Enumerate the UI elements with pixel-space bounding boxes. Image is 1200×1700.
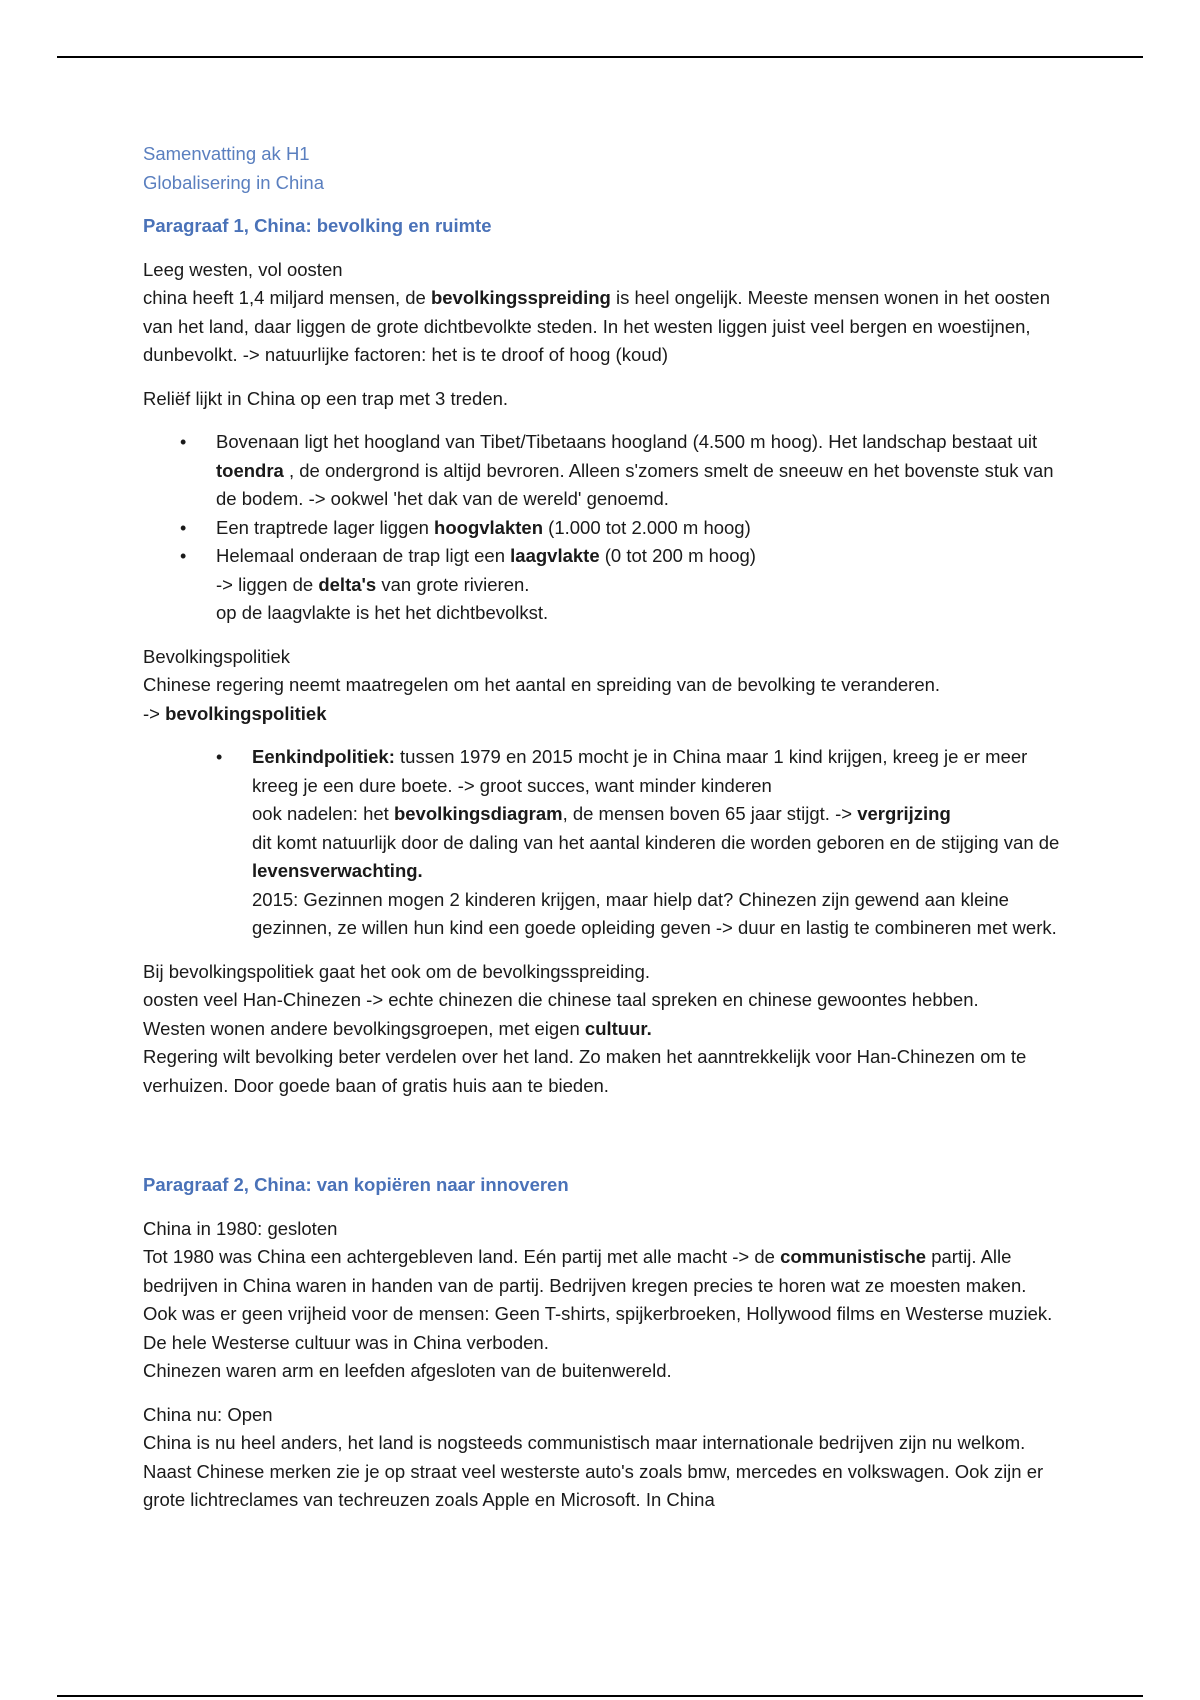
header-rule: [57, 56, 1143, 58]
subheading-bevolkingspolitiek: Bevolkingspolitiek: [143, 645, 291, 667]
paragraph-spreiding-3: Westen wonen andere bevolkingsgroepen, met eigen cultuur.: [143, 1017, 652, 1039]
document-subtitle: Globalisering in China: [143, 171, 324, 193]
paragraph-spreiding-1: Bij bevolkingspolitiek gaat het ook om de bevolkingsspreiding.: [143, 960, 650, 982]
paragraph-spreiding-4: Regering wilt bevolking beter verdelen over het land. Zo maken het aanntrekkelijk voor Han-Chinezen om te verhuizen. Door goede baan of gratis huis aan te bieden.: [143, 1046, 1027, 1096]
document-title: Samenvatting ak H1: [143, 143, 310, 164]
list-item: • Helemaal onderaan de trap ligt een laagvlakte (0 tot 200 m hoog) -> liggen de delta's van grote rivieren. op de laagvlakte is het het dichtbevolkst.: [143, 542, 1063, 628]
subheading-gesloten: China in 1980: gesloten: [143, 1217, 338, 1239]
section-spacer: [143, 1100, 1063, 1156]
list-item: • Bovenaan ligt het hoogland van Tibet/Tibetaans hoogland (4.500 m hoog). Het landschap bestaat uit toendra , de ondergrond is altijd bevroren. Alleen s'zomers smelt de sneeuw en het bovenste stuk van de bodem. -> ookwel 'het dak van de wereld' genoemd.: [143, 428, 1063, 514]
section-2-gesloten: [143, 1215, 1063, 1386]
paragraph-spreiding-2: oosten veel Han-Chinezen -> echte chinezen die chinese taal spreken en chinese gewoontes hebben.: [143, 989, 979, 1010]
paragraph-open: China is nu heel anders, het land is nogsteeds communistisch maar internationale bedrijven zijn nu welkom. Naast Chinese merken zie je op straat veel westerste auto's zoals bmw, mercedes en volkswagen. Ook zijn er grote lichtreclames van techreuzen zoals Apple en Microsoft. In China: [143, 1432, 1044, 1510]
subheading-leeg-westen: Leeg westen, vol oosten: [143, 258, 343, 280]
section-2-open: [143, 1401, 1063, 1515]
eenkind-list: [143, 743, 1063, 943]
section-heading-2: Paragraaf 2, China: van kopiëren naar innoveren: [143, 1174, 569, 1195]
paragraph-gesloten: Tot 1980 was China een achtergebleven land. Eén partij met alle macht -> de communistische partij. Alle bedrijven in China waren in handen van de partij. Bedrijven kregen precies te horen wat ze moesten maken. Ook was er geen vrijheid voor de mensen: Geen T-shirts, spijkerbroeken, Hollywood films en Westerse muziek. De hele Westerse cultuur was in China verboden.: [143, 1246, 1053, 1353]
paragraph-regering: Chinese regering neemt maatregelen om het aantal en spreiding van de bevolking te veranderen.: [143, 674, 941, 695]
list-item: • Een traptrede lager liggen hoogvlakten (1.000 tot 2.000 m hoog): [143, 514, 1063, 543]
section-heading-1: Paragraaf 1, China: bevolking en ruimte: [143, 215, 492, 236]
footer-rule: [57, 1695, 1143, 1697]
document-page: [143, 140, 1063, 1515]
paragraph-relief: Reliëf lijkt in China op een trap met 3 treden.: [143, 387, 509, 409]
section-1-intro: [143, 256, 1063, 370]
paragraph-politiek-arrow: -> bevolkingspolitiek: [143, 702, 327, 724]
subheading-open: China nu: Open: [143, 1403, 273, 1425]
section-bevolkingspolitiek: [143, 643, 1063, 729]
list-item: • Eenkindpolitiek: tussen 1979 en 2015 mocht je in China maar 1 kind krijgen, kreeg je er meer kreeg je een dure boete. -> groot succes, want minder kinderen ook nadelen: het bevolkingsdiagram, de mensen boven 65 jaar stijgt. -> vergrijzing dit komt natuurlijk door de daling van het aantal kinderen die worden geboren en de stijging van de levensverwachting. 2015: Gezinnen mogen 2 kinderen krijgen, maar hielp dat? Chinezen zijn gewend aan kleine gezinnen, ze willen hun kind een goede opleiding geven -> duur en lastig te combineren met werk.: [143, 743, 1063, 943]
paragraph-arm: Chinezen waren arm en leefden afgesloten van de buitenwereld.: [143, 1360, 672, 1381]
section-spreiding: [143, 958, 1063, 1101]
relief-list: [143, 428, 1063, 628]
paragraph-bevolking: china heeft 1,4 miljard mensen, de bevolkingsspreiding is heel ongelijk. Meeste mensen wonen in het oosten van het land, daar liggen de grote dichtbevolkte steden. In het westen liggen juist veel bergen en woestijnen, dunbevolkt. -> natuurlijke factoren: het is te droof of hoog (koud): [143, 287, 1050, 365]
